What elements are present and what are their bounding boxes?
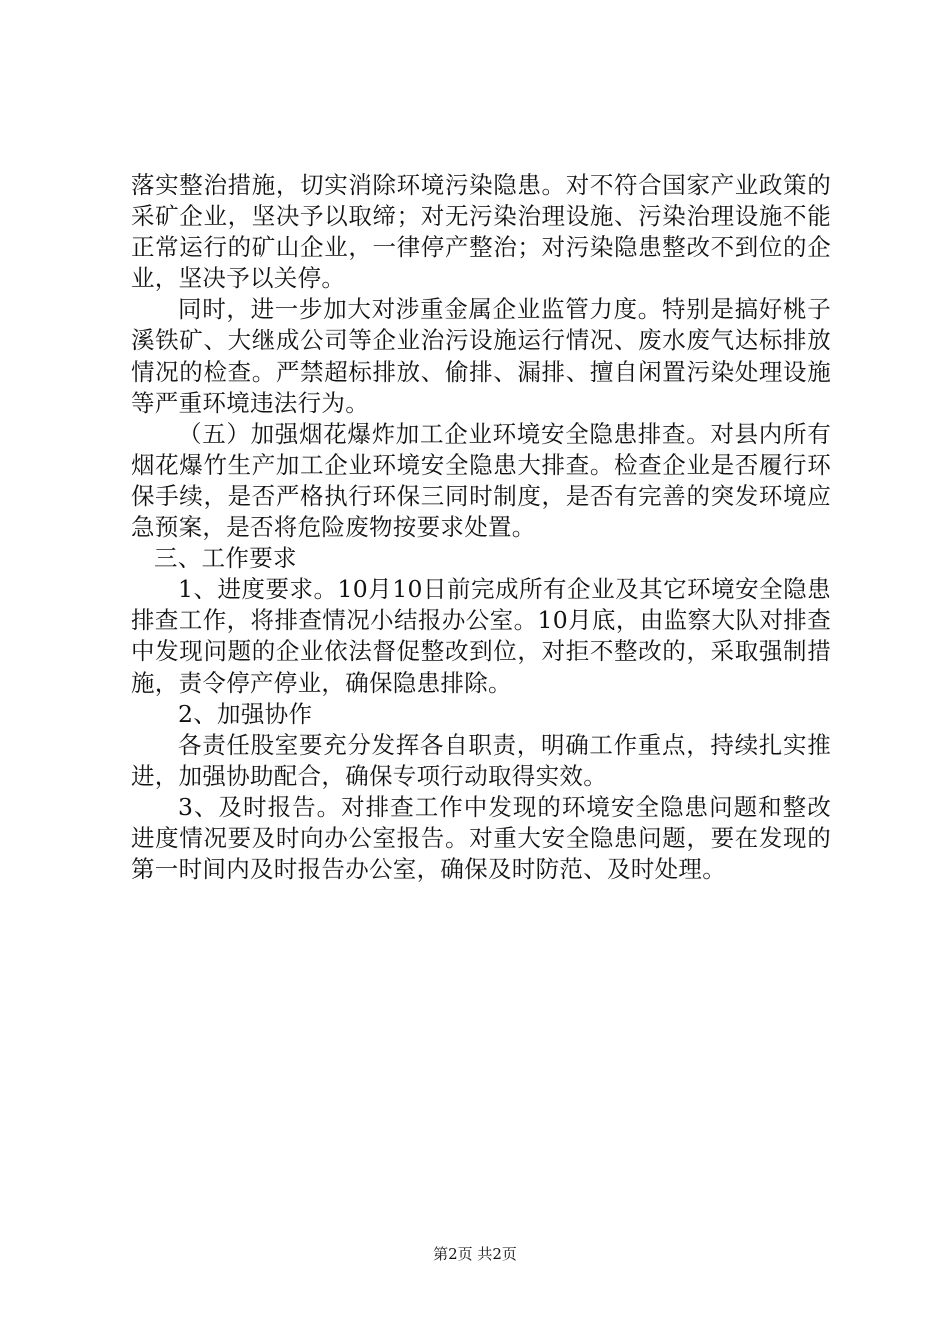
- paragraph-progress-requirements: 1、进度要求。10月10日前完成所有企业及其它环境安全隐患排查工作，将排查情况小结报办公室。10月底，由监察大队对排查中发现问题的企业依法督促整改到位，对拒不整改的，采取强制措施，责令停产停业，确保隐患排除。: [131, 575, 831, 697]
- paragraph-heavy-metal-supervision: 同时，进一步加大对涉重金属企业监管力度。特别是搞好桃子溪铁矿、大继成公司等企业治污设施运行情况、废水废气达标排放情况的检查。严禁超标排放、偷排、漏排、擅自闲置污染处理设施等严重环境违法行为。: [131, 295, 831, 417]
- page-number-footer: 第2页 共2页: [433, 1245, 517, 1263]
- paragraph-cooperation-body: 各责任股室要充分发挥各自职责，明确工作重点，持续扎实推进，加强协助配合，确保专项行动取得实效。: [131, 730, 831, 790]
- document-body: [131, 170, 831, 885]
- paragraph-strengthen-cooperation-heading: 2、加强协作: [178, 699, 313, 728]
- section-heading-work-requirements: 三、工作要求: [154, 544, 297, 573]
- paragraph-rectification-measures: 落实整治措施，切实消除环境污染隐患。对不符合国家产业政策的采矿企业，坚决予以取缔；对无污染治理设施、污染治理设施不能正常运行的矿山企业，一律停产整治；对污染隐患整改不到位的企业，坚决予以关停。: [131, 171, 831, 293]
- paragraph-fireworks-inspection: （五）加强烟花爆炸加工企业环境安全隐患排查。对县内所有烟花爆竹生产加工企业环境安全隐患大排查。检查企业是否履行环保手续，是否严格执行环保三同时制度，是否有完善的突发环境应急预案，是否将危险废物按要求处置。: [131, 419, 831, 542]
- paragraph-timely-report: 3、及时报告。对排查工作中发现的环境安全隐患问题和整改进度情况要及时向办公室报告。对重大安全隐患问题，要在发现的第一时间内及时报告办公室，确保及时防范、及时处理。: [131, 792, 831, 884]
